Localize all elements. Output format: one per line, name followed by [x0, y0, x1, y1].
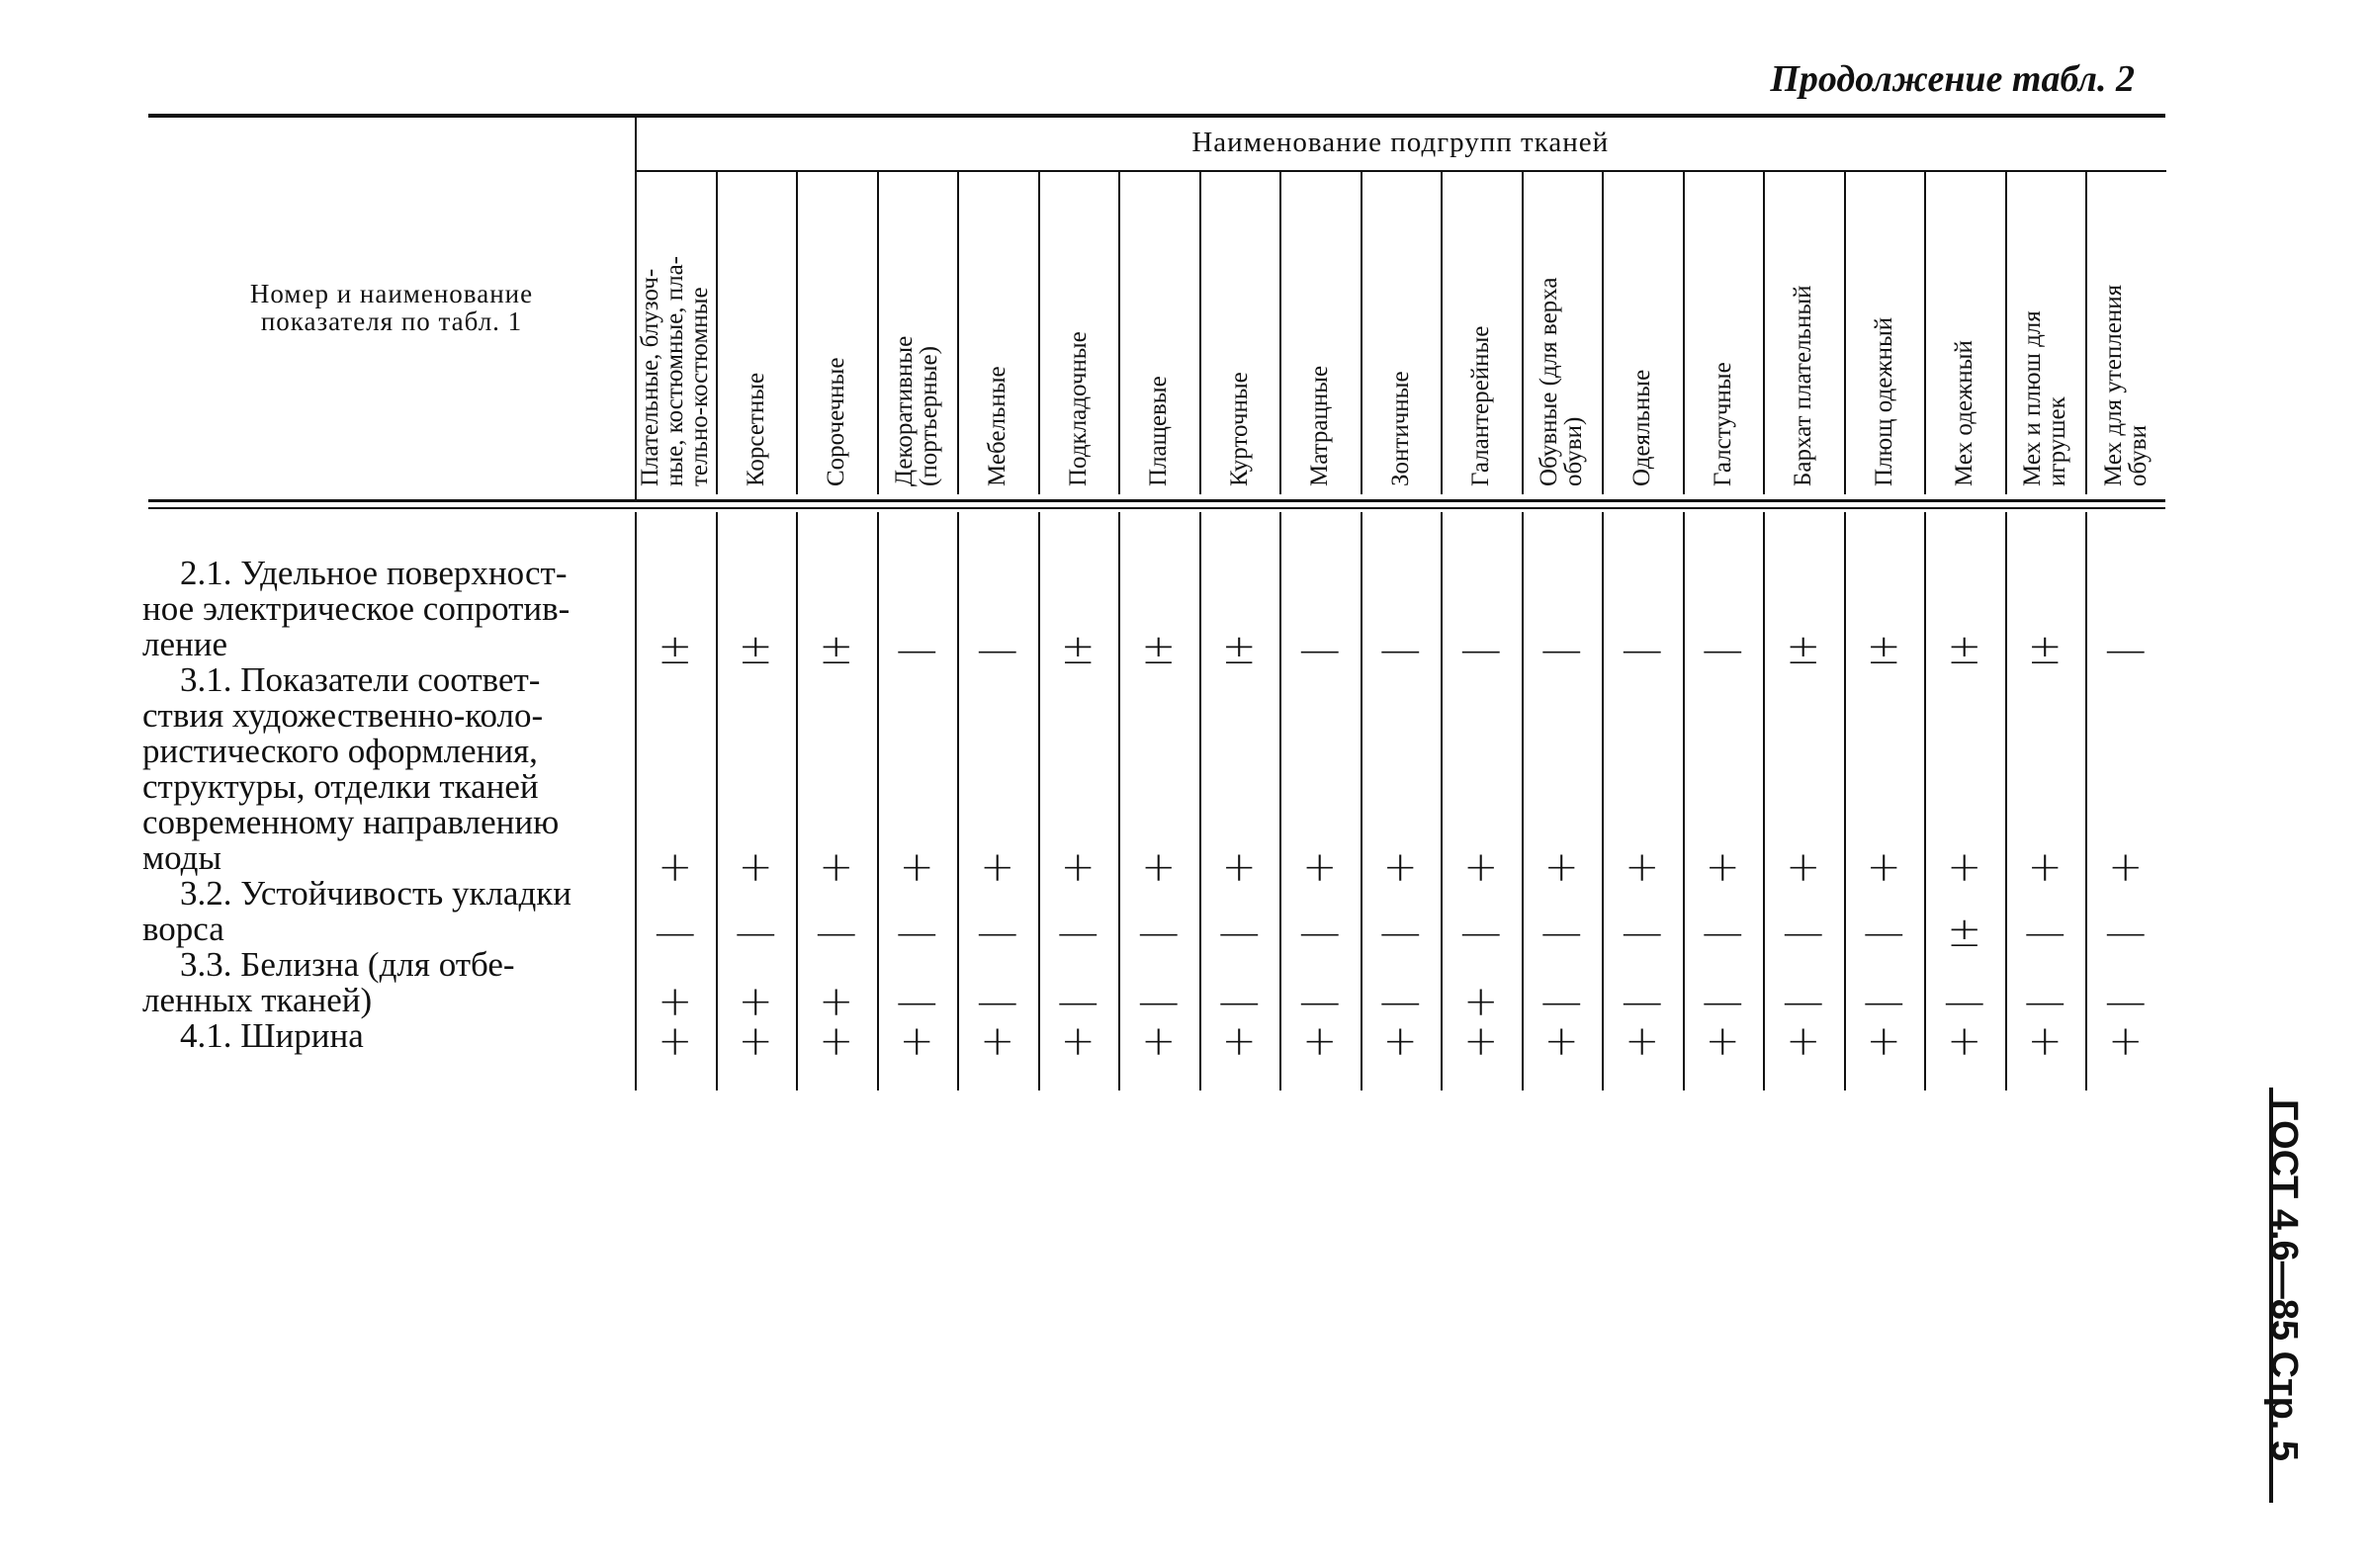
column-divider-body	[1522, 512, 1524, 1090]
table-cell: +	[899, 1016, 934, 1065]
column-header	[1279, 168, 1361, 494]
table-cell: +	[1705, 1016, 1740, 1065]
table-cell: +	[2108, 1016, 2144, 1065]
column-divider-body	[1763, 512, 1765, 1090]
column-header-text	[985, 366, 1010, 486]
column-header-text	[2101, 285, 2151, 486]
table-cell: —	[1218, 908, 1261, 956]
row-label-line: 2.1. Удельное поверхност-	[180, 554, 568, 592]
column-divider-body	[2085, 512, 2087, 1090]
column-header	[716, 168, 797, 494]
table-cell: —	[2104, 977, 2147, 1025]
table-cell: +	[658, 1016, 693, 1065]
column-header-line: Сорочечные	[823, 357, 850, 486]
row-label-line: ленных тканей)	[142, 981, 373, 1019]
column-header-line: Плащевые	[1145, 376, 1173, 486]
row-label-line: ристического оформления,	[142, 732, 538, 770]
table-cell: +	[658, 842, 693, 891]
table-cell: —	[1057, 977, 1099, 1025]
table-cell: —	[1459, 625, 1502, 673]
table-cell: +	[1947, 1016, 1982, 1065]
table-cell: —	[896, 977, 938, 1025]
row-label-line: ствия художественно-коло-	[142, 696, 544, 735]
table-cell: +	[2027, 842, 2063, 891]
column-divider-body	[957, 512, 959, 1090]
table-cell: +	[819, 842, 854, 891]
table-cell: —	[1702, 625, 1744, 673]
row-label	[142, 947, 629, 1018]
table-continuation-caption: Продолжение табл. 2	[1770, 58, 2135, 100]
table-cell: +	[1705, 842, 1740, 891]
table-cell: —	[1621, 908, 1663, 956]
table-cell: —	[2024, 908, 2066, 956]
side-label-text: ГОСТ 4.6—85 Стр. 5	[2263, 1099, 2305, 1462]
column-header-text	[1791, 285, 1815, 486]
column-divider-body	[716, 512, 718, 1090]
column-header	[2005, 168, 2086, 494]
table-cell: —	[1943, 977, 1985, 1025]
table-cell: —	[1137, 908, 1180, 956]
table-cell: +	[819, 1016, 854, 1065]
column-header-text	[1227, 372, 1252, 486]
table-cell: —	[735, 908, 777, 956]
row-label	[142, 1018, 629, 1054]
column-header-line: Мебельные	[984, 366, 1011, 486]
column-header-text	[1952, 340, 1977, 486]
column-header-text	[824, 358, 848, 486]
column-header	[1118, 168, 1199, 494]
table-cell: —	[1540, 908, 1583, 956]
table-cell: —	[976, 977, 1018, 1025]
column-header	[1602, 168, 1683, 494]
row-label-line: современному направлению	[142, 803, 560, 841]
table-cell: —	[815, 908, 857, 956]
table-cell: +	[1786, 1016, 1821, 1065]
indicator-header-line: Номер и наименование	[249, 279, 534, 308]
side-page-label	[2263, 1088, 2328, 1503]
table-cell: +	[819, 977, 854, 1025]
column-divider-body	[1602, 512, 1604, 1090]
column-divider-body	[1441, 512, 1443, 1090]
table-cell: —	[654, 908, 696, 956]
column-divider-body	[1118, 512, 1120, 1090]
table-cell: +	[1060, 1016, 1096, 1065]
column-header	[1522, 168, 1603, 494]
row-label	[142, 662, 629, 876]
column-divider-body	[1361, 512, 1362, 1090]
table-cell: +	[980, 1016, 1015, 1065]
column-header	[1038, 168, 1119, 494]
column-header-text	[1537, 278, 1586, 486]
table-cell: —	[1137, 977, 1180, 1025]
table-cell: —	[1298, 625, 1341, 673]
column-header-line: обуви	[2124, 425, 2152, 486]
table-cell: +	[2027, 1016, 2063, 1065]
table-cell: +	[1543, 842, 1579, 891]
table-cell: +	[1625, 1016, 1660, 1065]
table-cell: +	[1382, 1016, 1418, 1065]
table-cell: —	[976, 625, 1018, 673]
indicator-divider-body	[635, 512, 637, 1090]
indicator-header	[148, 280, 635, 335]
column-header-line: Корсетные	[742, 372, 769, 486]
row-label-line: моды	[142, 838, 221, 877]
table-cell: +	[899, 842, 934, 891]
column-header-text	[1146, 376, 1171, 486]
table-cell: ±	[738, 625, 773, 673]
row-label-line: 3.3. Белизна (для отбе-	[180, 945, 515, 984]
column-header	[1361, 168, 1442, 494]
table-cell: —	[1057, 908, 1099, 956]
table-cell: ±	[1947, 625, 1982, 673]
table-cell: —	[1298, 908, 1341, 956]
column-header-text	[2020, 310, 2069, 486]
table-cell: —	[1863, 908, 1905, 956]
table-cell: +	[1463, 842, 1499, 891]
table-cell: +	[1463, 977, 1499, 1025]
column-header-line: Зонтичные	[1386, 371, 1414, 486]
table-cell: +	[1866, 842, 1901, 891]
table-cell: +	[738, 842, 773, 891]
column-divider-body	[796, 512, 798, 1090]
table-cell: ±	[1866, 625, 1901, 673]
column-header-line: Мех для утепления	[2099, 284, 2127, 486]
column-header-text	[1307, 366, 1332, 486]
column-header-line: Декоративные	[891, 335, 919, 486]
column-divider-body	[1199, 512, 1201, 1090]
group-header: Наименование подгрупп тканей	[1191, 127, 1610, 158]
table-cell: —	[1379, 977, 1422, 1025]
row-label	[142, 876, 629, 947]
top-rule	[148, 114, 2165, 118]
table-cell: ±	[1060, 625, 1096, 673]
table-cell: —	[1218, 977, 1261, 1025]
row-label-line: ворса	[142, 910, 224, 948]
column-divider-body	[1683, 512, 1685, 1090]
column-header-line: Курточные	[1225, 372, 1253, 486]
column-header-text	[1872, 317, 1896, 486]
column-header-line: Подкладочные	[1064, 331, 1092, 486]
column-header	[1763, 168, 1844, 494]
table-cell: —	[976, 908, 1018, 956]
table-cell: ±	[2027, 625, 2063, 673]
column-header	[1441, 168, 1522, 494]
table-cell: —	[2104, 908, 2147, 956]
table-cell: —	[1621, 977, 1663, 1025]
table-cell: ±	[658, 625, 693, 673]
table-cell: +	[1543, 1016, 1579, 1065]
row-label-line: 3.2. Устойчивость укладки	[180, 874, 572, 913]
row-label-line: 4.1. Ширина	[180, 1016, 364, 1055]
table-cell: +	[980, 842, 1015, 891]
table-cell: —	[1863, 977, 1905, 1025]
column-header-line: ные, костюмные, пла-	[661, 255, 689, 486]
column-header-line: игрушек	[2044, 396, 2071, 486]
table-cell: —	[1782, 977, 1824, 1025]
column-header-line: тельно-костюмные	[686, 287, 714, 486]
table-cell: +	[1947, 842, 1982, 891]
row-label-line: структуры, отделки тканей	[142, 767, 539, 806]
column-divider-body	[1279, 512, 1281, 1090]
column-header-line: Галантерейные	[1467, 325, 1495, 486]
table-cell: +	[1302, 842, 1338, 891]
table-cell: —	[896, 625, 938, 673]
column-divider-body	[1844, 512, 1846, 1090]
table-cell: +	[1141, 842, 1177, 891]
column-divider-body	[2005, 512, 2007, 1090]
row-label-line: ное электрическое сопротив-	[142, 589, 571, 628]
table-cell: ±	[1947, 908, 1982, 956]
table-cell: +	[1302, 1016, 1338, 1065]
column-header	[1199, 168, 1280, 494]
column-header-line: Бархат плательный	[1790, 285, 1817, 486]
column-header-text	[638, 256, 712, 486]
table-cell: +	[1625, 842, 1660, 891]
column-header-line: Мех и плюш для	[2019, 310, 2047, 486]
column-divider-body	[877, 512, 879, 1090]
column-header	[957, 168, 1038, 494]
column-header-text	[1066, 331, 1091, 486]
column-header-text	[1629, 370, 1654, 486]
table-cell: —	[1298, 977, 1341, 1025]
column-header	[796, 168, 877, 494]
column-header-line: Плательные, блузоч-	[637, 268, 664, 486]
row-label-line: 3.1. Показатели соответ-	[180, 660, 541, 699]
table-cell: —	[1702, 908, 1744, 956]
table-cell: —	[2104, 625, 2147, 673]
table-cell: +	[2108, 842, 2144, 891]
column-header-line: Обувные (для верха	[1536, 277, 1563, 486]
table-cell: +	[1382, 842, 1418, 891]
row-label-line: ление	[142, 625, 227, 663]
column-header-line: обуви)	[1560, 416, 1588, 486]
table-cell: —	[2024, 977, 2066, 1025]
column-header-text	[892, 336, 941, 486]
header-rule-2	[148, 507, 2165, 509]
column-header	[1683, 168, 1764, 494]
column-header-line: Плющ одежный	[1870, 316, 1897, 486]
column-header-text	[1711, 362, 1735, 486]
table-cell: —	[1379, 625, 1422, 673]
table-cell: +	[1221, 842, 1257, 891]
table-cell: +	[738, 977, 773, 1025]
column-header	[2085, 168, 2166, 494]
table-cell: —	[1782, 908, 1824, 956]
table-cell: ±	[819, 625, 854, 673]
table-cell: —	[1459, 908, 1502, 956]
table-cell: —	[1621, 625, 1663, 673]
table-cell: —	[1702, 977, 1744, 1025]
column-header	[635, 168, 716, 494]
table-cell: +	[658, 977, 693, 1025]
column-header-line: (портьерные)	[916, 346, 943, 486]
table-cell: +	[1221, 1016, 1257, 1065]
column-header-text	[1468, 326, 1493, 486]
table-cell: +	[1463, 1016, 1499, 1065]
table-cell: —	[1540, 625, 1583, 673]
column-header-text	[744, 373, 768, 486]
column-header-line: Мех одежный	[1951, 340, 1978, 486]
column-divider-body	[1038, 512, 1040, 1090]
table-cell: ±	[1221, 625, 1257, 673]
table-cell: +	[1866, 1016, 1901, 1065]
table-cell: +	[1060, 842, 1096, 891]
column-header	[1844, 168, 1925, 494]
column-header-line: Матрацные	[1306, 365, 1334, 486]
column-header	[1924, 168, 2005, 494]
table-cell: +	[1786, 842, 1821, 891]
table-cell: ±	[1786, 625, 1821, 673]
column-header-text	[1388, 371, 1413, 486]
column-header-line: Галстучные	[1709, 362, 1736, 486]
column-divider-body	[1924, 512, 1926, 1090]
table-cell: —	[1379, 908, 1422, 956]
table-cell: —	[896, 908, 938, 956]
column-header	[877, 168, 958, 494]
table-cell: +	[738, 1016, 773, 1065]
column-header-line: Одеяльные	[1628, 369, 1656, 486]
table-cell: ±	[1141, 625, 1177, 673]
table-cell: —	[1540, 977, 1583, 1025]
header-rule-1	[148, 499, 2165, 502]
indicator-header-line: показателя по табл. 1	[260, 306, 523, 336]
row-label	[142, 556, 629, 662]
table-cell: +	[1141, 1016, 1177, 1065]
